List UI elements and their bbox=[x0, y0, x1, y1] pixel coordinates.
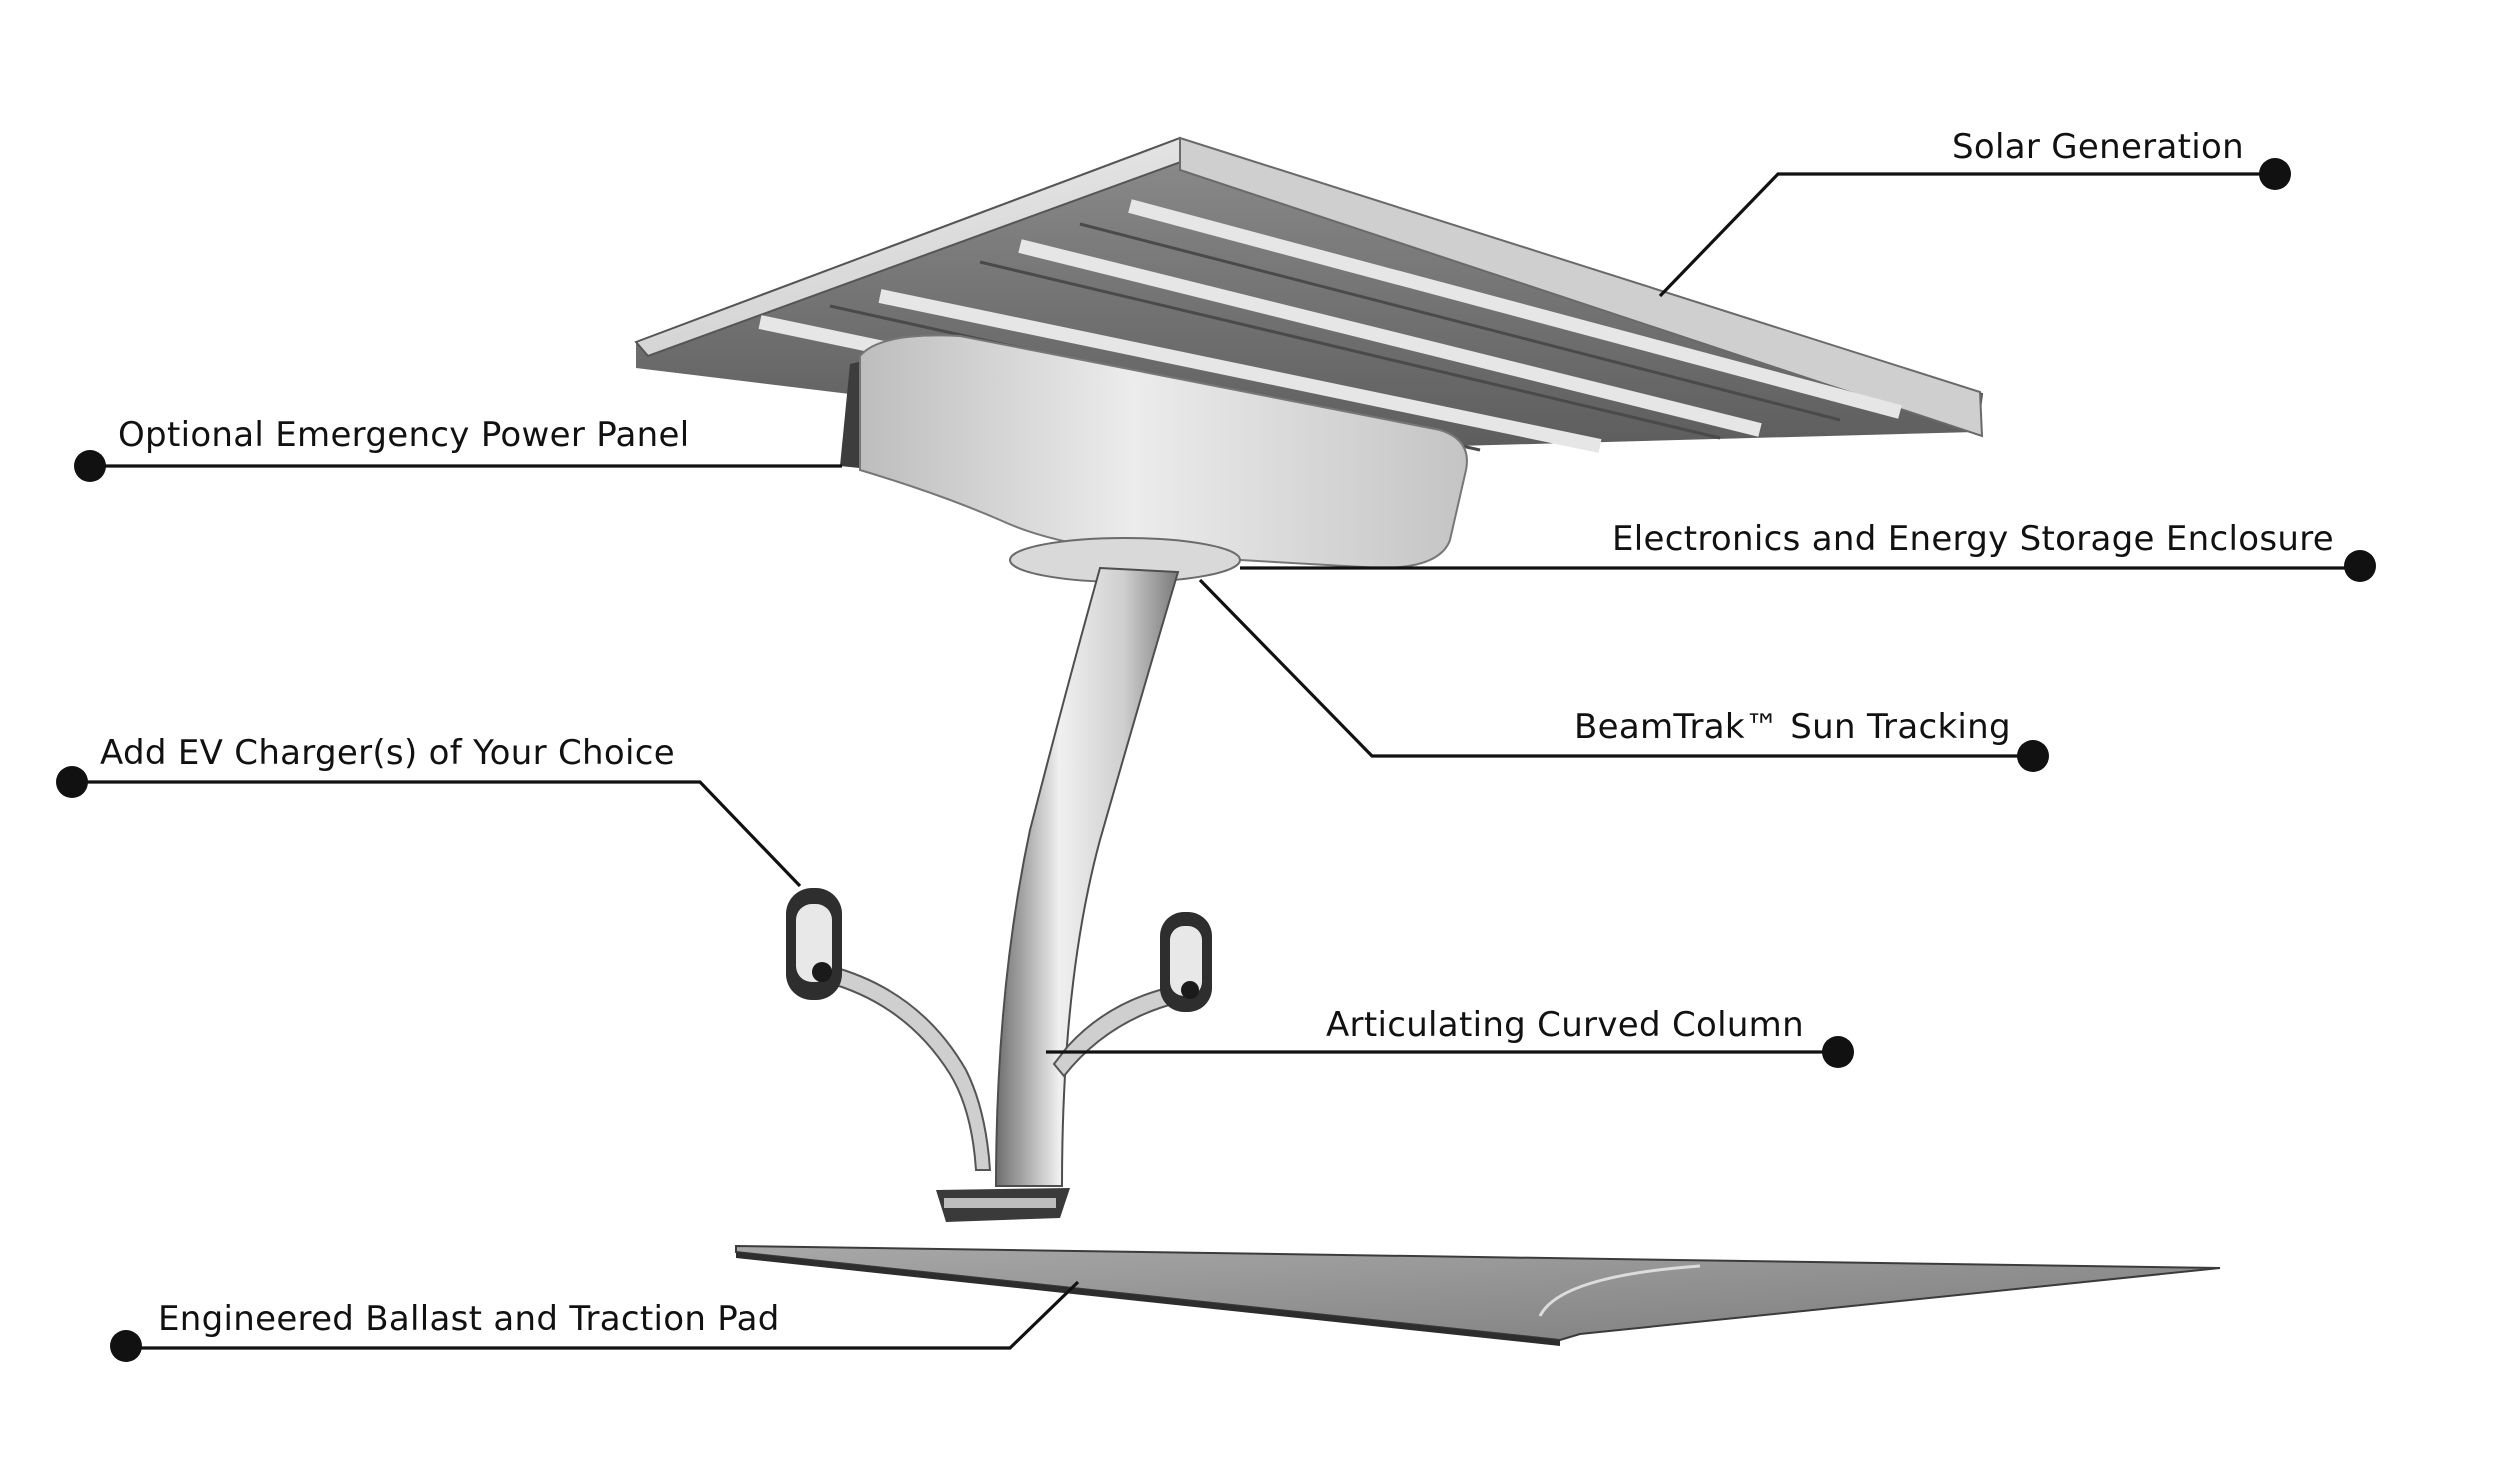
left-charger-arm bbox=[826, 966, 990, 1170]
callout-label: Solar Generation bbox=[1952, 127, 2244, 167]
callout-dot bbox=[2344, 550, 2376, 582]
callout-dot bbox=[74, 450, 106, 482]
callout-label: Add EV Charger(s) of Your Choice bbox=[100, 733, 675, 773]
leader-line bbox=[1660, 174, 2268, 296]
right-charger-arm bbox=[1054, 986, 1180, 1076]
callout-dot bbox=[2259, 158, 2291, 190]
leader-line bbox=[72, 782, 800, 886]
column-base-plate bbox=[944, 1198, 1056, 1208]
pad-surface bbox=[736, 1246, 2220, 1340]
callout-ballast-pad bbox=[110, 1282, 1078, 1362]
right-charger-port bbox=[1181, 981, 1199, 999]
callout-label: Electronics and Energy Storage Enclosure bbox=[1612, 519, 2334, 559]
column-body bbox=[996, 568, 1178, 1186]
callout-dot bbox=[2017, 740, 2049, 772]
callout-solar-generation bbox=[1660, 127, 2291, 296]
callout-label: BeamTrak™ Sun Tracking bbox=[1574, 707, 2011, 747]
ballast-pad bbox=[736, 1246, 2220, 1346]
callout-dot bbox=[110, 1330, 142, 1362]
callout-label: Optional Emergency Power Panel bbox=[118, 415, 690, 455]
callout-sun-tracking bbox=[1200, 580, 2049, 772]
callout-curved-column bbox=[1046, 1005, 1854, 1068]
callout-label: Articulating Curved Column bbox=[1326, 1005, 1804, 1045]
callout-emergency-power-panel bbox=[74, 415, 842, 482]
left-charger-port bbox=[812, 962, 832, 982]
callout-dot bbox=[1822, 1036, 1854, 1068]
callout-dot bbox=[56, 766, 88, 798]
callout-ev-chargers bbox=[56, 733, 800, 886]
callout-label: Engineered Ballast and Traction Pad bbox=[158, 1299, 780, 1339]
